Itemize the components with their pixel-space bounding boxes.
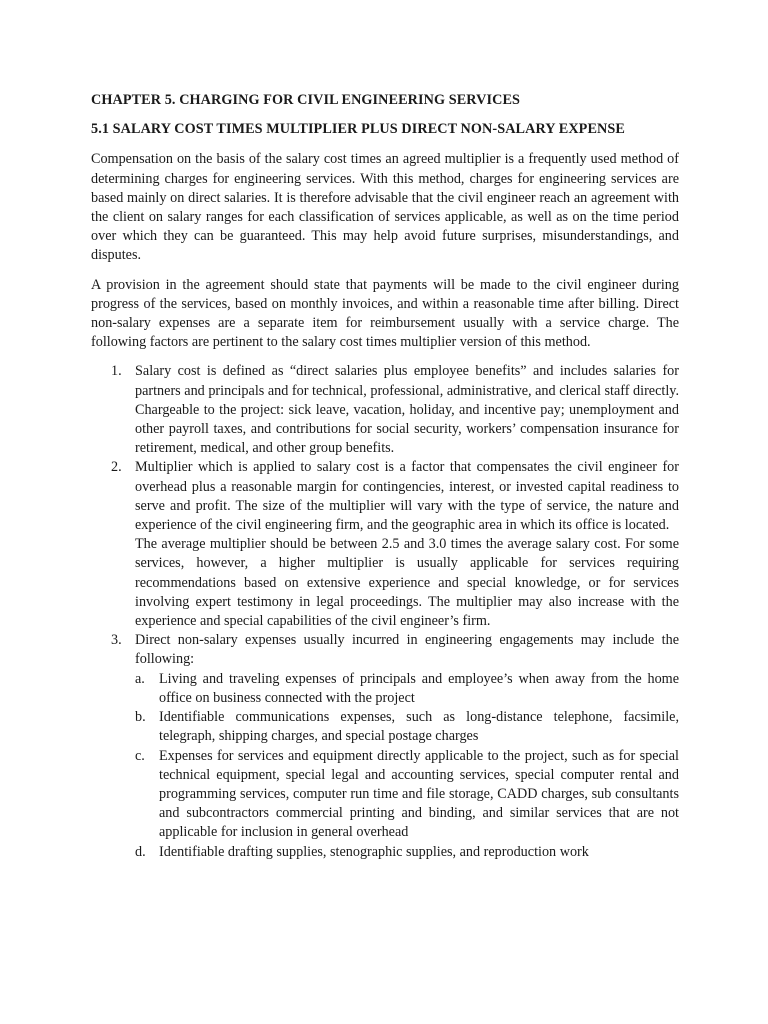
list-number: 1. bbox=[111, 363, 122, 380]
sublist-item-supplies bbox=[135, 843, 679, 862]
sublist-item-services-equipment bbox=[135, 747, 679, 843]
sublist-item-text: Identifiable communications expenses, such as long-distance telephone, facsimile, telegraph, shipping charges, and special postage charges bbox=[159, 709, 679, 745]
list-item-salary-cost bbox=[91, 362, 679, 458]
paragraph-provision: A provision in the agreement should state that payments will be made to the civil engineer during progress of the services, based on monthly invoices, and within a reasonable time after billing. Direct non-salary expenses are a separate item for reimbursement usually with a service charge. The following factors are pertinent to the salary cost times multiplier version of this method. bbox=[91, 276, 679, 351]
factors-list bbox=[91, 362, 679, 861]
paragraph-compensation: Compensation on the basis of the salary cost times an agreed multiplier is a frequently used method of determining charges for engineering services. With this method, charges for engineering services are based mainly on direct salaries. It is therefore advisable that the civil engineer reach an agreement with the client on salary ranges for each classification of services applicable, as well as on the time period over which they can be guaranteed. This may help avoid future surprises, misunderstandings, and disputes. bbox=[91, 151, 679, 264]
sublist-letter: b. bbox=[135, 709, 146, 726]
list-item-text: Direct non-salary expenses usually incurred in engineering engagements may include the following: bbox=[135, 632, 679, 668]
document-page bbox=[91, 91, 679, 862]
sublist-item-text: Expenses for services and equipment directly applicable to the project, such as for special technical equipment, special legal and accounting services, special computer rental and programming services, computer run time and file storage, CADD charges, sub consultants and subcontractors commercial printing and binding, and similar services that are not applicable for inclusion in general overhead bbox=[159, 747, 679, 841]
list-item-multiplier bbox=[91, 458, 679, 631]
section-title: 5.1 SALARY COST TIMES MULTIPLIER PLUS DIRECT NON-SALARY EXPENSE bbox=[91, 121, 625, 138]
list-item-text: Multiplier which is applied to salary cost is a factor that compensates the civil engineer for overhead plus a reasonable margin for contingencies, interest, or invested capital readiness to serve and profit. The size of the multiplier will vary with the type of service, the nature and experience of the civil engineering firm, and the geographic area in which its office is located. bbox=[135, 459, 679, 534]
list-number: 2. bbox=[111, 459, 122, 476]
sublist-letter: c. bbox=[135, 747, 145, 764]
list-item-continuation: The average multiplier should be between 2.5 and 3.0 times the average salary cost. For some services, however, a higher multiplier is usually applicable for services requiring recommendations based on extensive experience and special knowledge, or for services involving expert testimony in legal proceedings. The multiplier may also increase with the experience and special capabilities of the civil engineer’s firm. bbox=[135, 536, 679, 630]
sublist-item-communications bbox=[135, 708, 679, 746]
sublist-item-text: Living and traveling expenses of principals and employee’s when away from the home office on business connected with the project bbox=[159, 670, 679, 706]
list-item-text: Salary cost is defined as “direct salaries plus employee benefits” and includes salaries for partners and principals and for technical, professional, administrative, and clerical staff directly. Chargeable to the project: sick leave, vacation, holiday, and incentive pay; unemployment and other payroll taxes, and contributions for social security, workers’ compensation insurance for retirement, medical, and other group benefits. bbox=[135, 363, 679, 457]
expenses-sublist bbox=[135, 670, 679, 862]
chapter-title: CHAPTER 5. CHARGING FOR CIVIL ENGINEERING SERVICES bbox=[91, 92, 521, 108]
sublist-item-text: Identifiable drafting supplies, stenographic supplies, and reproduction work bbox=[159, 843, 589, 860]
sublist-letter: d. bbox=[135, 843, 146, 860]
list-item-non-salary-expenses bbox=[91, 631, 679, 861]
list-number: 3. bbox=[111, 632, 122, 649]
sublist-item-living-expenses bbox=[135, 670, 679, 708]
sublist-letter: a. bbox=[135, 670, 145, 687]
